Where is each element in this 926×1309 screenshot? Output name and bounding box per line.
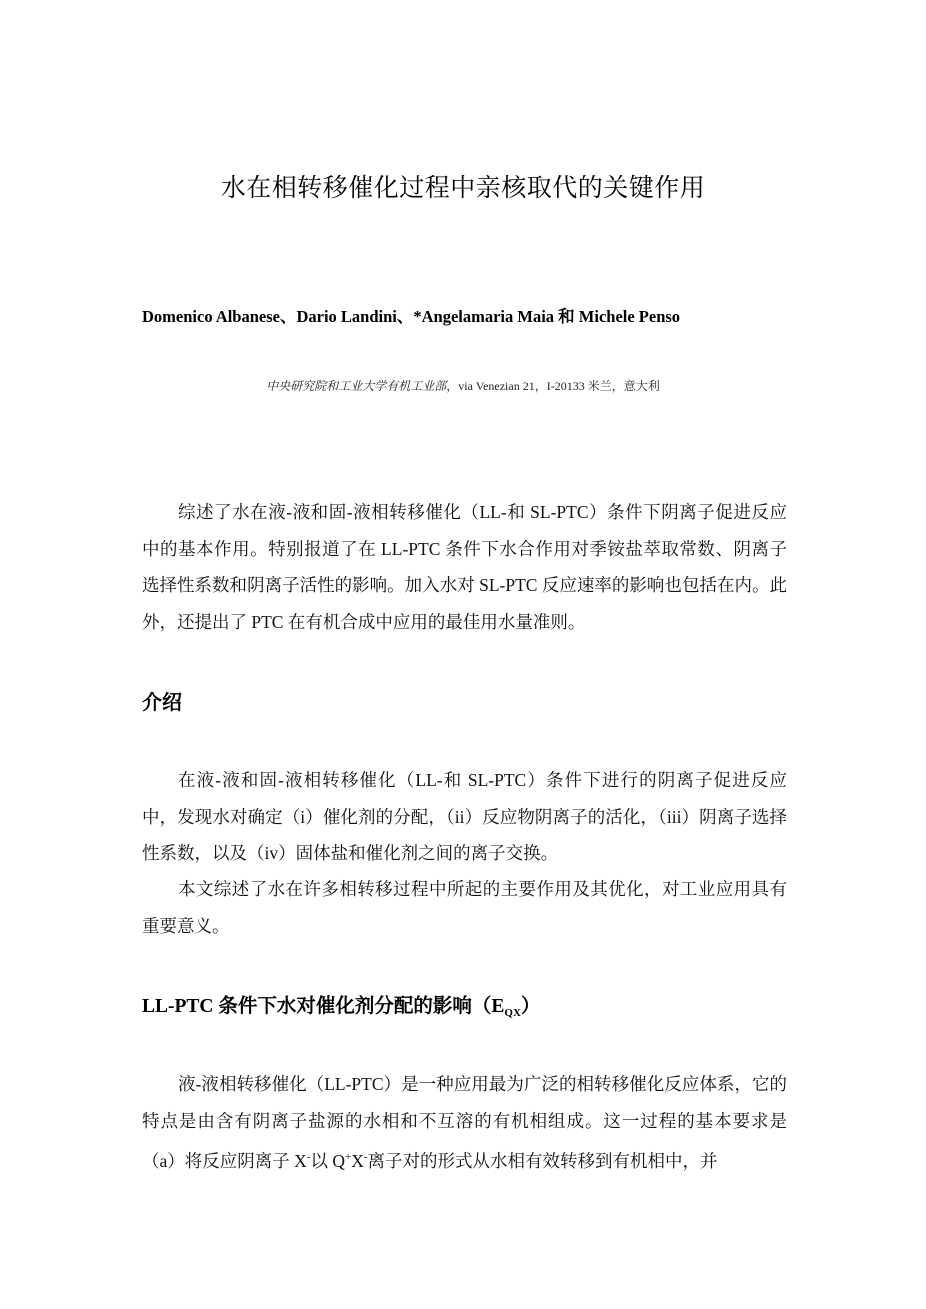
section-heading-catalyst-distribution: [142, 990, 540, 1019]
cation-charge: +: [344, 1151, 352, 1163]
affiliation-address: ，via Venezian 21，I-20133 米兰，意大利: [446, 379, 660, 393]
author-list: Domenico Albanese、Dario Landini、*Angelamaria Maia 和 Michele Penso: [142, 307, 681, 326]
paper-title: 水在相转移催化过程中亲核取代的关键作用: [220, 173, 706, 202]
llptc-text-start: 液-液相转移催化（LL-PTC）是一种应用最为广泛的相转移催化反应体系，它的特点是由含有阴离子盐源的水相和不互溶的有机相组成。这一过程的基本要求是（a）将反应阴离子 X: [142, 1074, 787, 1171]
llptc-paragraph: [142, 1066, 787, 1180]
affiliation: [0, 377, 926, 394]
llptc-text-end: 离子对的形式从水相有效转移到有机相中，并: [367, 1151, 718, 1171]
intro-paragraph-1: 在液-液和固-液相转移催化（LL-和 SL-PTC）条件下进行的阴离子促进反应中，发现水对确定（i）催化剂的分配，（ii）反应物阴离子的活化，（iii）阴离子选择性系数，以及（iv）固体盐和催化剂之间的离子交换。: [142, 770, 787, 863]
affiliation-institution: 中央研究院和工业大学有机工业部: [266, 379, 447, 393]
heading-text: LL-PTC 条件下水对催化剂分配的影响（E: [142, 996, 505, 1017]
intro-paragraph-2: 本文综述了水在许多相转移过程中所起的主要作用及其优化，对工业应用具有重要意义。: [142, 879, 787, 936]
llptc-text-mid1: 以 Q: [310, 1151, 345, 1171]
abstract-paragraph: 综述了水在液-液和固-液相转移催化（LL-和 SL-PTC）条件下阴离子促进反应中的基本作用。特别报道了在 LL-PTC 条件下水合作用对季铵盐萃取常数、阴离子选择性系数和阴离子活性的影响。加入水对 SL-PTC 反应速率的影响也包括在内。此外，还提出了 PTC 在有机合成中应用的最佳用水量准则。: [142, 502, 787, 632]
section-heading-introduction: 介绍: [142, 690, 182, 714]
heading-close-paren: ）: [520, 996, 541, 1017]
heading-subscript: QX: [504, 1007, 521, 1019]
anion-charge: -: [306, 1151, 311, 1163]
ion-pair-anion-charge: -: [363, 1151, 368, 1163]
llptc-text-mid2: X: [351, 1151, 364, 1171]
